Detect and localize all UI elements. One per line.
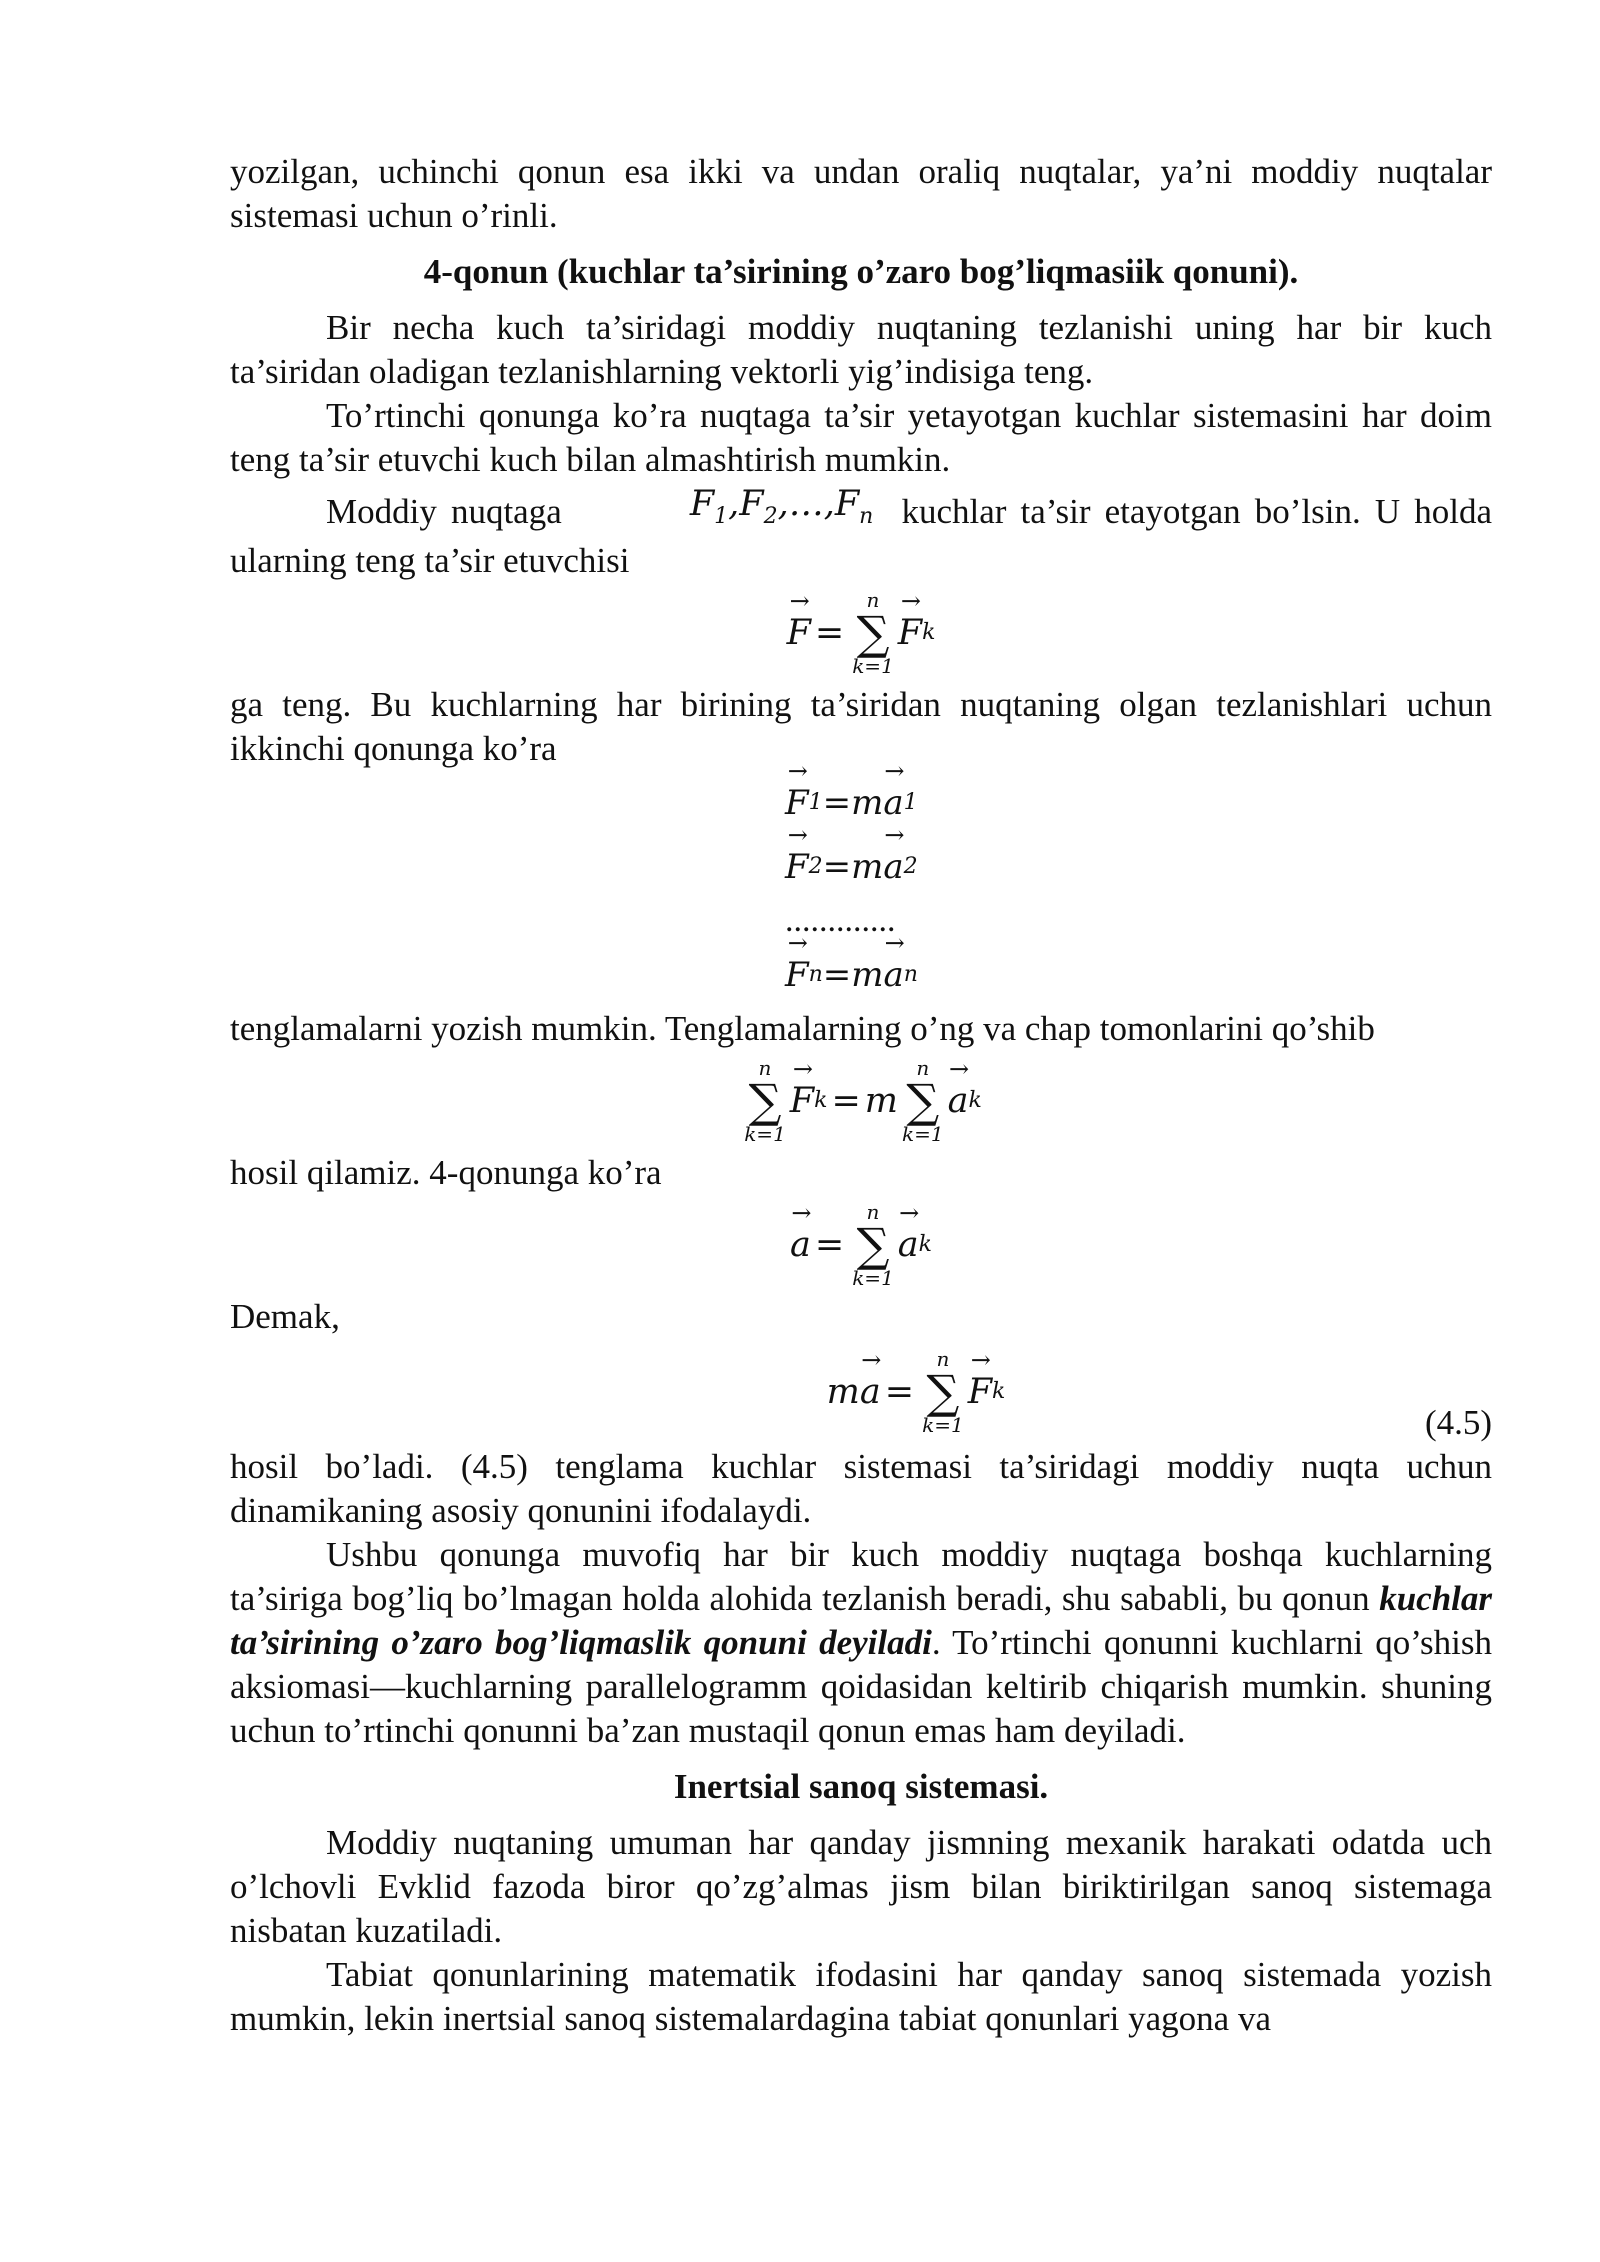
- equation-4-5: [230, 1339, 1492, 1445]
- equation-row: → F n = m → a n: [230, 943, 1492, 1007]
- paragraph: hosil qilamiz. 4-qonunga ko’ra: [230, 1153, 662, 1192]
- summation-symbol: n ∑ k=1: [744, 1056, 786, 1146]
- paragraph: ga teng. Bu kuchlarning har birining ta’siridan nuqtaning olgan tezlanishlari uchun ikkinchi qonunga ko’ra: [230, 685, 1492, 768]
- paragraph: Demak,: [230, 1297, 340, 1336]
- paragraph: yozilgan, uchinchi qonun esa ikki va undan oraliq nuqtalar, ya’ni moddiy nuqtalar sistemasi uchun o’rinli.: [230, 152, 1492, 235]
- section-heading: Inertsial sanoq sistemasi.: [673, 1767, 1049, 1806]
- paragraph-text: kuchlar ta’sir etayotgan bo’lsin. U holda ularning teng ta’sir etuvchisi: [230, 492, 1492, 580]
- paragraph: hosil bo’ladi. (4.5) tenglama kuchlar sistemasi ta’siridagi moddiy nuqta uchun dinamikaning asosiy qonunini ifodalaydi.: [230, 1447, 1492, 1530]
- paragraph: Tabiat qonunlarining matematik ifodasini har qanday sanoq sistemada yozish mumkin, lekin inertsial sanoq sistemalardagina tabiat qonunlari yagona va: [230, 1955, 1492, 2038]
- equation-number: (4.5): [1424, 1403, 1492, 1442]
- paragraph: Bir necha kuch ta’siridagi moddiy nuqtaning tezlanishi uning har bir kuch ta’siridan oladigan tezlanishlarning vektorli yig’indisiga teng.: [230, 308, 1492, 391]
- summation-symbol: n ∑ k=1: [852, 1200, 894, 1290]
- document-page: [230, 150, 1492, 2041]
- summation-symbol: n ∑ k=1: [901, 1056, 944, 1146]
- paragraph: [230, 482, 1492, 583]
- paragraph: Moddiy nuqtaning umuman har qanday jismning mexanik harakati odatda uch o’lchovli Evklid fazoda biror qo’zg’almas jism bilan biriktirilgan sanoq sistemaga nisbatan kuzatiladi.: [230, 1823, 1492, 1950]
- acceleration-sum-equation: → a = n ∑ k=1 → a k: [230, 1195, 1492, 1295]
- paragraph-text: Moddiy nuqtaga: [326, 492, 562, 531]
- force-list-formula: $F_1,F_2,\dots,F_n$: [689, 484, 874, 529]
- main-dynamics-equation: m → a = n ∑ k=1 → F k: [230, 1339, 1492, 1445]
- paragraph: tenglamalarni yozish mumkin. Tenglamalarning o’ng va chap tomonlarini qo’shib: [230, 1009, 1375, 1048]
- equation-system: [230, 771, 1492, 1007]
- resultant-force-equation: → F = n ∑ k=1 → F k: [230, 583, 1492, 683]
- paragraph: To’rtinchi qonunga ko’ra nuqtaga ta’sir yetayotgan kuchlar sistemasini har doim teng ta’sir etuvchi kuch bilan almashtirish mumkin.: [230, 396, 1492, 479]
- paragraph-text: Ushbu qonunga muvofiq har bir kuch moddiy nuqtaga boshqa kuchlarning ta’siriga bog’liq bo’lmagan holda alohida tezlanish beradi, shu sababli, bu qonun: [230, 1535, 1492, 1618]
- section-heading: 4-qonun (kuchlar ta’sirining o’zaro bog’liqmasiik qonuni).: [423, 252, 1299, 291]
- equation-row: → F 2 = m → a 2: [230, 835, 1492, 899]
- summation-symbol: n ∑ k=1: [922, 1347, 964, 1437]
- summed-equation: n ∑ k=1 → F k = m n ∑ k=1 → a k: [230, 1051, 1492, 1151]
- paragraph: [230, 1533, 1492, 1753]
- equation-row: → F 1 = m → a 1: [230, 771, 1492, 835]
- paragraph-text: . To’rtinchi qonunni kuchlarni qo’shish aksiomasi—kuchlarning parallelogramm qoidasidan keltirib chiqarish mumkin. shuning uchun to’rtinchi qonunni ba’zan mustaqil qonun emas ham deyiladi.: [230, 1623, 1492, 1750]
- equation-dots: .............: [785, 902, 896, 939]
- summation-symbol: n ∑ k=1: [852, 588, 894, 678]
- emphasized-term: kuchlar ta’sirining o’zaro bog’liqmaslik qonuni deyiladi: [230, 1579, 1492, 1662]
